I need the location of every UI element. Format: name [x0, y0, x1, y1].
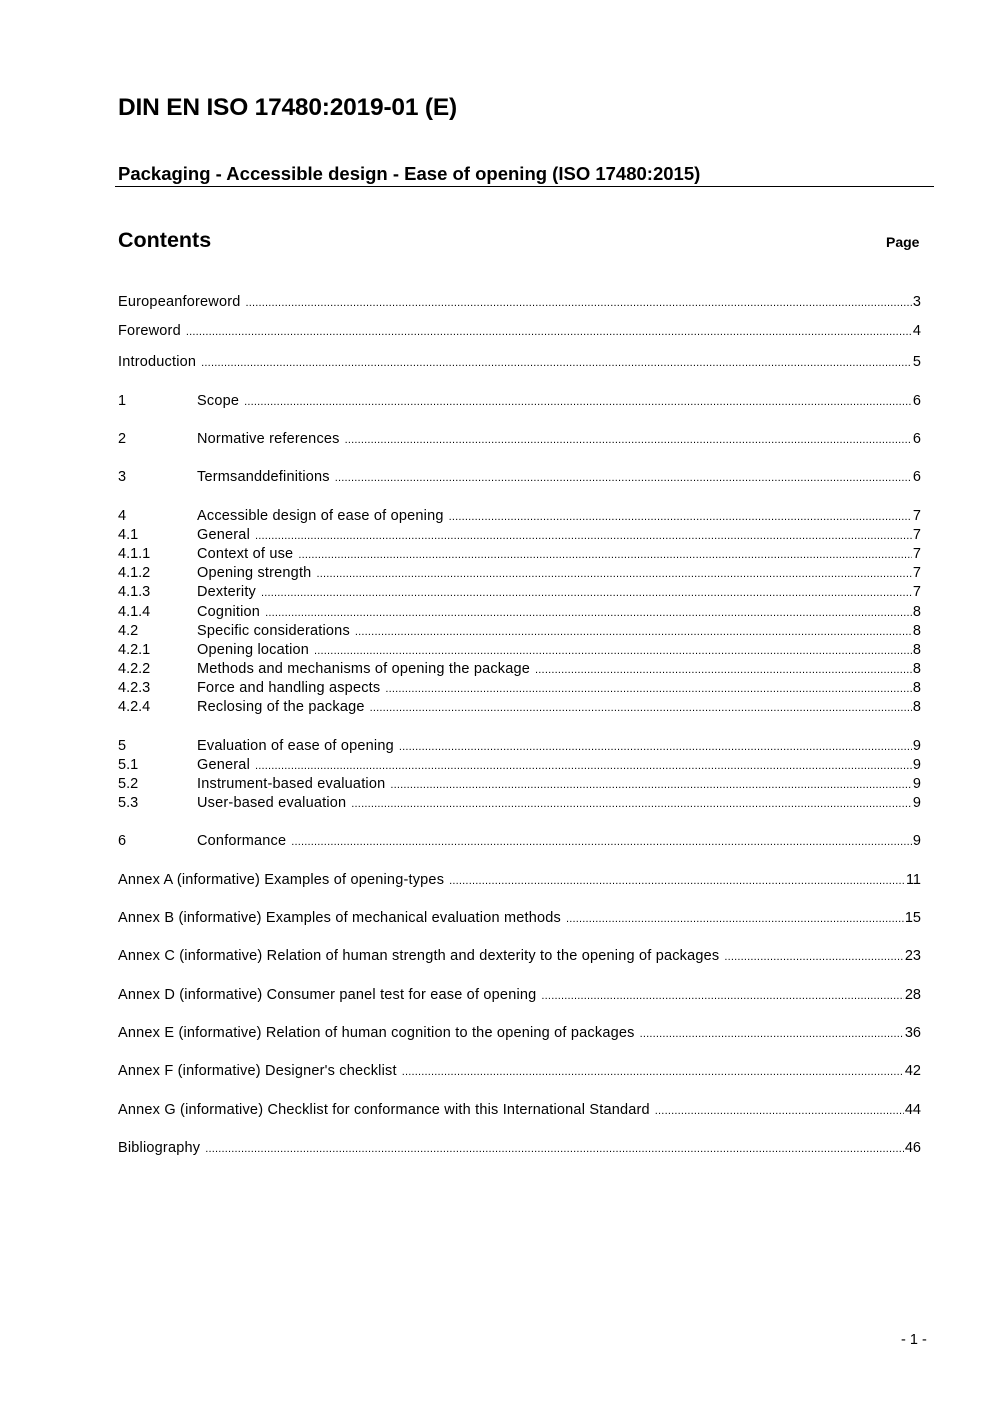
toc-entry-annex-g[interactable]: [118, 1101, 921, 1119]
toc-entry-number: 1: [118, 393, 127, 409]
toc-entry-page: 9: [912, 795, 921, 811]
toc-entry-title: Normative references: [197, 431, 340, 447]
toc-entry-european-foreword[interactable]: [118, 293, 921, 311]
toc-entry-title: Annex E (informative) Relation of human cognition to the opening of packages: [118, 1025, 635, 1041]
toc-leader-dots: [246, 296, 912, 311]
toc-entry-number: 4.2.2: [118, 661, 151, 677]
toc-entry-page: 5: [912, 354, 921, 370]
toc-leader-dots: [244, 395, 912, 410]
toc-entry-page: 11: [905, 872, 921, 888]
toc-leader-dots: [566, 912, 904, 927]
toc-leader-dots: [390, 778, 912, 793]
toc-entry-page: 6: [912, 393, 921, 409]
toc-leader-dots: [255, 759, 912, 774]
toc-entry-title: Annex D (informative) Consumer panel test for ease of opening: [118, 987, 537, 1003]
toc-entry-page: 15: [904, 910, 921, 926]
toc-entry-4-2-4[interactable]: [118, 698, 921, 716]
toc-entry-title: Cognition: [197, 604, 261, 620]
toc-leader-dots: [640, 1027, 904, 1042]
toc-leader-dots: [314, 644, 912, 659]
toc-entry-number: 6: [118, 833, 127, 849]
toc-entry-title: Conformance: [197, 833, 287, 849]
toc-entry-4-2-1[interactable]: [118, 641, 921, 659]
toc-leader-dots: [355, 625, 912, 640]
toc-entry-page: 6: [912, 431, 921, 447]
toc-entry-number: 4: [118, 508, 127, 524]
toc-entry-4-1-3[interactable]: [118, 583, 921, 601]
toc-entry-title: Specific considerations: [197, 623, 350, 639]
toc-entry-page: 8: [912, 699, 921, 715]
toc-entry-1[interactable]: [118, 392, 921, 410]
toc-leader-dots: [399, 740, 912, 755]
toc-entry-title: Annex C (informative) Relation of human strength and dexterity to the opening of packages: [118, 948, 720, 964]
toc-entry-annex-a[interactable]: [118, 871, 921, 889]
toc-entry-page: 9: [912, 833, 921, 849]
toc-entry-title: General: [197, 527, 250, 543]
page-number: - 1 -: [901, 1332, 927, 1348]
toc-entry-page: 7: [912, 508, 921, 524]
toc-leader-dots: [385, 682, 912, 697]
toc-entry-title: Methods and mechanisms of opening the package: [197, 661, 531, 677]
toc-entry-annex-b[interactable]: [118, 909, 921, 927]
toc-leader-dots: [370, 701, 912, 716]
toc-entry-title: User-based evaluation: [197, 795, 347, 811]
toc-entry-page: 7: [912, 527, 921, 543]
toc-entry-title: General: [197, 757, 250, 773]
document-subtitle: Packaging - Accessible design - Ease of opening (ISO 17480:2015): [118, 163, 701, 184]
toc-entry-4-2-3[interactable]: [118, 679, 921, 697]
toc-entry-title: Force and handling aspects: [197, 680, 381, 696]
contents-heading: Contents: [118, 228, 212, 252]
toc-leader-dots: [541, 989, 903, 1004]
toc-leader-dots: [186, 325, 912, 340]
toc-leader-dots: [291, 835, 912, 850]
toc-entry-introduction[interactable]: [118, 353, 921, 371]
title-divider: [115, 186, 934, 187]
toc-entry-number: 5.1: [118, 757, 139, 773]
toc-leader-dots: [345, 433, 912, 448]
toc-leader-dots: [265, 606, 912, 621]
toc-entry-annex-f[interactable]: [118, 1062, 921, 1080]
toc-entry-title: Bibliography: [118, 1140, 201, 1156]
toc-leader-dots: [201, 356, 912, 371]
toc-entry-title: Termsanddefinitions: [197, 469, 330, 485]
toc-entry-number: 4.2.3: [118, 680, 151, 696]
toc-entry-page: 6: [912, 469, 921, 485]
document-title: DIN EN ISO 17480:2019-01 (E): [118, 94, 457, 121]
toc-leader-dots: [261, 586, 912, 601]
toc-entry-page: 44: [904, 1102, 921, 1118]
toc-entry-annex-d[interactable]: [118, 986, 921, 1004]
toc-leader-dots: [449, 874, 905, 889]
toc-entry-4-2[interactable]: [118, 622, 921, 640]
toc-entry-page: 7: [912, 584, 921, 600]
toc-leader-dots: [535, 663, 912, 678]
toc-entry-page: 9: [912, 738, 921, 754]
toc-entry-number: 4.1.2: [118, 565, 151, 581]
toc-entry-5[interactable]: [118, 737, 921, 755]
toc-entry-title: Dexterity: [197, 584, 257, 600]
toc-leader-dots: [655, 1104, 904, 1119]
toc-entry-page: 8: [912, 623, 921, 639]
toc-entry-number: 4.1.4: [118, 604, 151, 620]
toc-entry-4[interactable]: [118, 507, 921, 525]
toc-entry-title: Accessible design of ease of opening: [197, 508, 444, 524]
toc-leader-dots: [724, 950, 903, 965]
toc-leader-dots: [255, 529, 912, 544]
toc-entry-title: Annex B (informative) Examples of mechanical evaluation methods: [118, 910, 561, 926]
toc-entry-title: Annex A (informative) Examples of opening-types: [118, 872, 445, 888]
toc-entry-title: Opening strength: [197, 565, 312, 581]
toc-entry-page: 9: [912, 776, 921, 792]
toc-entry-number: 5.2: [118, 776, 139, 792]
toc-entry-number: 4.1.3: [118, 584, 151, 600]
toc-entry-title: Introduction: [118, 354, 197, 370]
toc-entry-title: Scope: [197, 393, 240, 409]
toc-entry-title: Foreword: [118, 323, 181, 339]
toc-entry-4-2-2[interactable]: [118, 660, 921, 678]
toc-entry-title: Context of use: [197, 546, 294, 562]
toc-entry-number: 4.2.1: [118, 642, 151, 658]
toc-entry-number: 2: [118, 431, 127, 447]
toc-entry-5-2[interactable]: [118, 775, 921, 793]
toc-entry-annex-e[interactable]: [118, 1024, 921, 1042]
toc-entry-page: 8: [912, 680, 921, 696]
toc-entry-5-1[interactable]: [118, 756, 921, 774]
toc-entry-annex-c[interactable]: [118, 947, 921, 965]
toc-entry-page: 7: [912, 546, 921, 562]
toc-entry-title: Europeanforeword: [118, 294, 241, 310]
toc-entry-page: 36: [904, 1025, 921, 1041]
toc-entry-bibliography[interactable]: [118, 1139, 921, 1157]
toc-entry-page: 8: [912, 642, 921, 658]
page-column-heading: Page: [886, 234, 920, 250]
toc-entry-page: 8: [912, 604, 921, 620]
toc-entry-5-3[interactable]: [118, 794, 921, 812]
toc-entry-foreword[interactable]: [118, 322, 921, 340]
toc-leader-dots: [351, 797, 912, 812]
toc-entry-4-1-2[interactable]: [118, 564, 921, 582]
toc-entry-page: 9: [912, 757, 921, 773]
toc-leader-dots: [205, 1142, 904, 1157]
toc-leader-dots: [402, 1065, 904, 1080]
toc-entry-title: Opening location: [197, 642, 310, 658]
toc-entry-title: Reclosing of the package: [197, 699, 365, 715]
toc-entry-3[interactable]: [118, 468, 921, 486]
toc-entry-number: 3: [118, 469, 127, 485]
toc-leader-dots: [335, 471, 912, 486]
toc-entry-4-1-1[interactable]: [118, 545, 921, 563]
toc-entry-page: 4: [912, 323, 921, 339]
toc-entry-title: Annex G (informative) Checklist for conformance with this International Standard: [118, 1102, 650, 1118]
toc-entry-title: Instrument-based evaluation: [197, 776, 386, 792]
toc-entry-6[interactable]: [118, 832, 921, 850]
toc-entry-number: 4.1: [118, 527, 139, 543]
toc-entry-title: Annex F (informative) Designer's checklist: [118, 1063, 397, 1079]
toc-leader-dots: [316, 567, 911, 582]
toc-entry-page: 28: [904, 987, 921, 1003]
toc-entry-4-1-4[interactable]: [118, 603, 921, 621]
toc-entry-number: 4.2: [118, 623, 139, 639]
toc-entry-page: 8: [912, 661, 921, 677]
toc-entry-number: 4.1.1: [118, 546, 151, 562]
toc-entry-number: 5.3: [118, 795, 139, 811]
toc-entry-page: 46: [904, 1140, 921, 1156]
toc-entry-4-1[interactable]: [118, 526, 921, 544]
toc-leader-dots: [298, 548, 912, 563]
toc-entry-page: 7: [912, 565, 921, 581]
toc-entry-page: 42: [904, 1063, 921, 1079]
toc-entry-page: 3: [912, 294, 921, 310]
toc-entry-title: Evaluation of ease of opening: [197, 738, 394, 754]
toc-entry-page: 23: [904, 948, 921, 964]
toc-entry-2[interactable]: [118, 430, 921, 448]
toc-entry-number: 4.2.4: [118, 699, 151, 715]
toc-leader-dots: [449, 510, 912, 525]
toc-entry-number: 5: [118, 738, 127, 754]
